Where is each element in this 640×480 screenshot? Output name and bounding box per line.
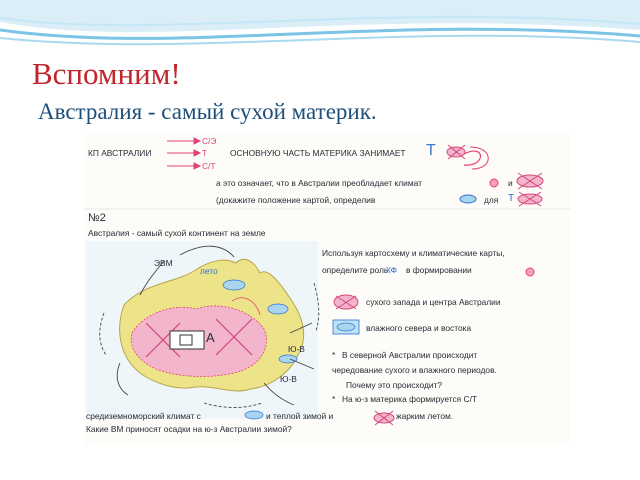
main-statement: ОСНОВНУЮ ЧАСТЬ МАТЕРИКА ЗАНИМАЕТ [230, 148, 406, 158]
task-role-word: КФ [386, 265, 397, 275]
map-label-ebm: ЭВМ [154, 258, 173, 268]
bottom-1a: средиземноморский климат с [86, 411, 201, 421]
map-label-east: Ю-В [288, 344, 305, 354]
kp-label: КП АВСТРАЛИИ [88, 148, 152, 158]
note-2a: На ю-з материка формируется С/Т [342, 394, 478, 404]
slide-title: Вспомним! [32, 56, 181, 91]
arrow-label-2: Т [202, 148, 208, 158]
task-intro-2: определите роль [322, 265, 389, 275]
task-intro-3: в формировании [406, 265, 472, 275]
map-label-leto: лето [200, 266, 218, 276]
prove-line-t: Т [508, 193, 515, 204]
note-2-star: * [332, 394, 336, 404]
map-title: Австралия - самый сухой континент на земле [88, 228, 266, 238]
main-value: Т [426, 142, 436, 159]
slide-subtitle: Австралия - самый сухой материк. [38, 99, 377, 124]
note-1a: В северной Австралии происходит [342, 350, 478, 360]
note-1-star: * [332, 350, 336, 360]
legend-wet-label: влажного севера и востока [366, 323, 472, 333]
bottom-1b: и теплой зимой и [266, 411, 334, 421]
bottom-2: Какие ВМ приносят осадки на ю-з Австралии зимой? [86, 424, 292, 434]
note-1b: чередование сухого и влажного периодов. [332, 365, 497, 375]
worksheet-image [84, 133, 570, 445]
map-label-center: А [206, 330, 215, 345]
arrow-label-1: С/Э [202, 136, 217, 146]
section-number: №2 [88, 212, 106, 224]
prove-line-a: (докажите положение картой, определив [216, 195, 376, 205]
climate-line: а это означает, что в Австралии преобладает климат [216, 178, 422, 188]
and-word: и [508, 178, 513, 188]
arrow-label-3: С/Т [202, 161, 216, 171]
task-intro-1: Используя картосхему и климатические карты, [322, 248, 505, 258]
prove-line-b: для [484, 195, 499, 205]
map-label-southeast: Ю-В [280, 374, 297, 384]
legend-dry-label: сухого запада и центра Австралии [366, 297, 501, 307]
bottom-1c: жарким летом. [396, 411, 454, 421]
note-1c: Почему это происходит? [346, 380, 443, 390]
